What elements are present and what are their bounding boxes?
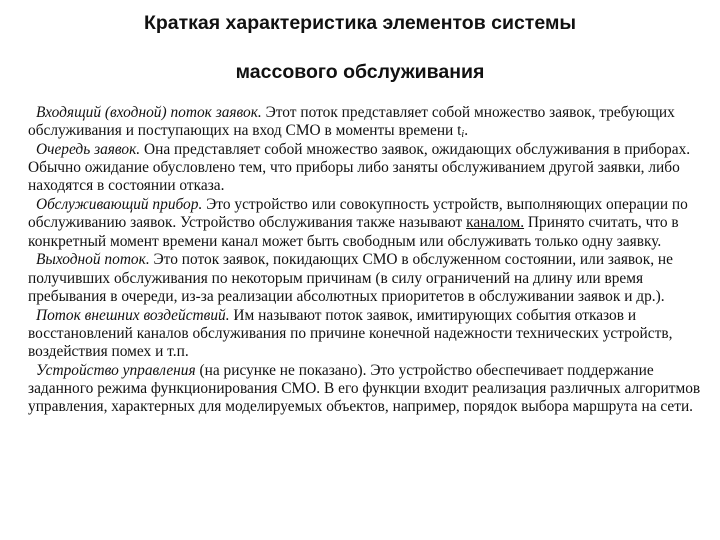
time-subscript: i — [461, 129, 465, 141]
paragraph-text: (на рисунке не показано). Это устройство обеспечивает поддержание заданного режима функционирования СМО. В его функции входит реализация различных алгоритмов управления, характерных для моделируемых объектов, например, порядок выбора маршрута на сети. — [28, 361, 701, 416]
paragraph-tail: Принято считать, что в конкретный момент времени канал может быть свободным или обслуживать только одну заявку. — [28, 214, 679, 250]
paragraph-text: Она представляет собой множество заявок, ожидающих обслуживания в приборах. Обычно ожидание обусловлено тем, что приборы либо заняты обслуживанием другой заявки, либо находятся в состоянии отказа. — [28, 141, 691, 195]
term-queue: Очередь заявок. — [36, 141, 141, 158]
paragraph-external-impacts — [28, 307, 714, 362]
paragraph-text: Это устройство или совокупность устройств, выполняющих операции по обслуживанию заявок. Устройство обслуживания также называют — [28, 196, 688, 232]
paragraph-control-device — [28, 362, 714, 417]
slide-title-line-2: массового обслуживания — [235, 61, 485, 83]
slide-body — [28, 104, 714, 417]
term-incoming-flow: Входящий (входной) поток заявок. — [36, 104, 262, 121]
paragraph-incoming-flow — [28, 104, 714, 140]
paragraph-output-flow — [28, 251, 714, 306]
paragraph-tail: . — [464, 122, 469, 140]
term-service-device: Обслуживающий прибор. — [36, 196, 203, 214]
paragraph-queue — [28, 141, 714, 196]
term-control-device: Устройство управления — [36, 361, 196, 379]
paragraph-text: Им называют поток заявок, имитирующих события отказов и восстановлений каналов обслуживания по причине конечной надежности технических устройств, воздействия помех и т.п. — [28, 306, 673, 361]
paragraph-text: Это поток заявок, покидающих СМО в обслуженном состоянии, или заявок, не получивших обслуживания по некоторым причинам (в силу ограничений на длину или время пребывания в очереди, из-за реализации абсолютных приоритетов в обслуживании заявок и др.). — [28, 251, 673, 305]
slide-title-line-1: Краткая характеристика элементов системы — [143, 12, 577, 34]
paragraph-text: Этот поток представляет собой множество заявок, требующих обслуживания и поступающих на вход СМО в моменты времени t — [28, 104, 675, 140]
term-output-flow: Выходной поток. — [36, 251, 150, 269]
underlined-term-channel: каналом. — [466, 214, 525, 232]
term-external-impacts: Поток внешних воздействий. — [36, 306, 230, 324]
paragraph-service-device — [28, 196, 714, 251]
